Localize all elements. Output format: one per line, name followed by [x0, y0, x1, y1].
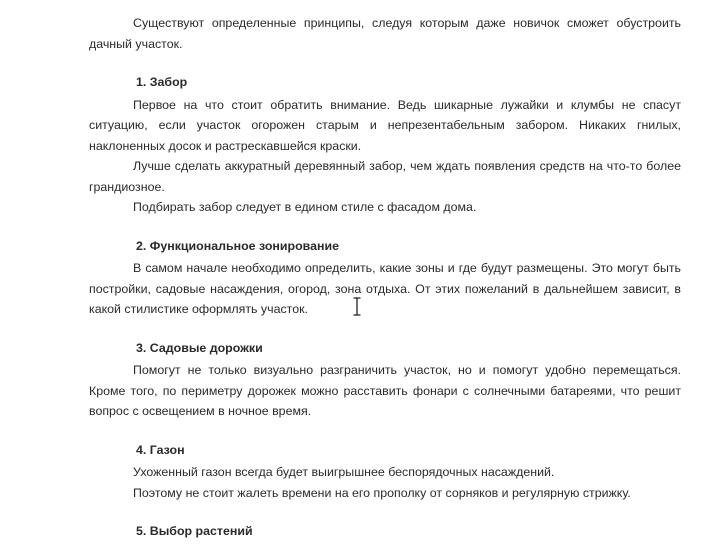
document-body — [89, 13, 681, 560]
section-fence — [89, 72, 681, 218]
section-paragraph: Ухоженный газон всегда будет выигрышнее беспорядочных насаждений. — [133, 465, 555, 479]
section-plants — [89, 521, 681, 542]
text-cursor-icon — [352, 297, 362, 316]
section-heading: 3. Садовые дорожки — [136, 340, 263, 355]
section-heading: 1. Забор — [136, 75, 188, 89]
section-paragraph: Подбирать забор следует в едином стиле с фасадом дома. — [133, 200, 477, 214]
section-heading: 2. Функциональное зонирование — [136, 238, 339, 253]
section-heading: 5. Выбор растений — [136, 524, 253, 538]
section-zoning — [89, 236, 681, 320]
section-lawn — [89, 440, 681, 504]
section-paths — [89, 338, 681, 422]
section-paragraph: Первое на что стоит обратить внимание. Ведь шикарные лужайки и клумбы не спасут ситуацию, если участок огорожен старым и непрезентабельным забором. Никаких гнилых, наклоненных досок и растрескавшейся краски. — [89, 97, 681, 153]
intro-paragraph: Существуют определенные принципы, следуя которым даже новичок сможет обустроить дачный участок. — [89, 16, 681, 51]
section-paragraph: Поэтому не стоит жалеть времени на его прополку от сорняков и регулярную стрижку. — [133, 485, 631, 500]
section-paragraph: Лучше сделать аккуратный деревянный забор, чем ждать появления средств на что-то более грандиозное. — [89, 159, 681, 194]
section-heading: 4. Газон — [136, 442, 185, 457]
section-paragraph: В самом начале необходимо определить, какие зоны и где будут размещены. Это могут быть постройки, садовые насаждения, огород, зона отдыха. От этих пожеланий в дальнейшем зависит, в какой стилистике оформлять участок. — [89, 261, 681, 316]
section-paragraph: Помогут не только визуально разграничить участок, но и помогут удобно перемещаться. Кроме того, по периметру дорожек можно расставить фонари с солнечными батареями, что решит вопрос с освещением в ночное время. — [89, 363, 681, 418]
